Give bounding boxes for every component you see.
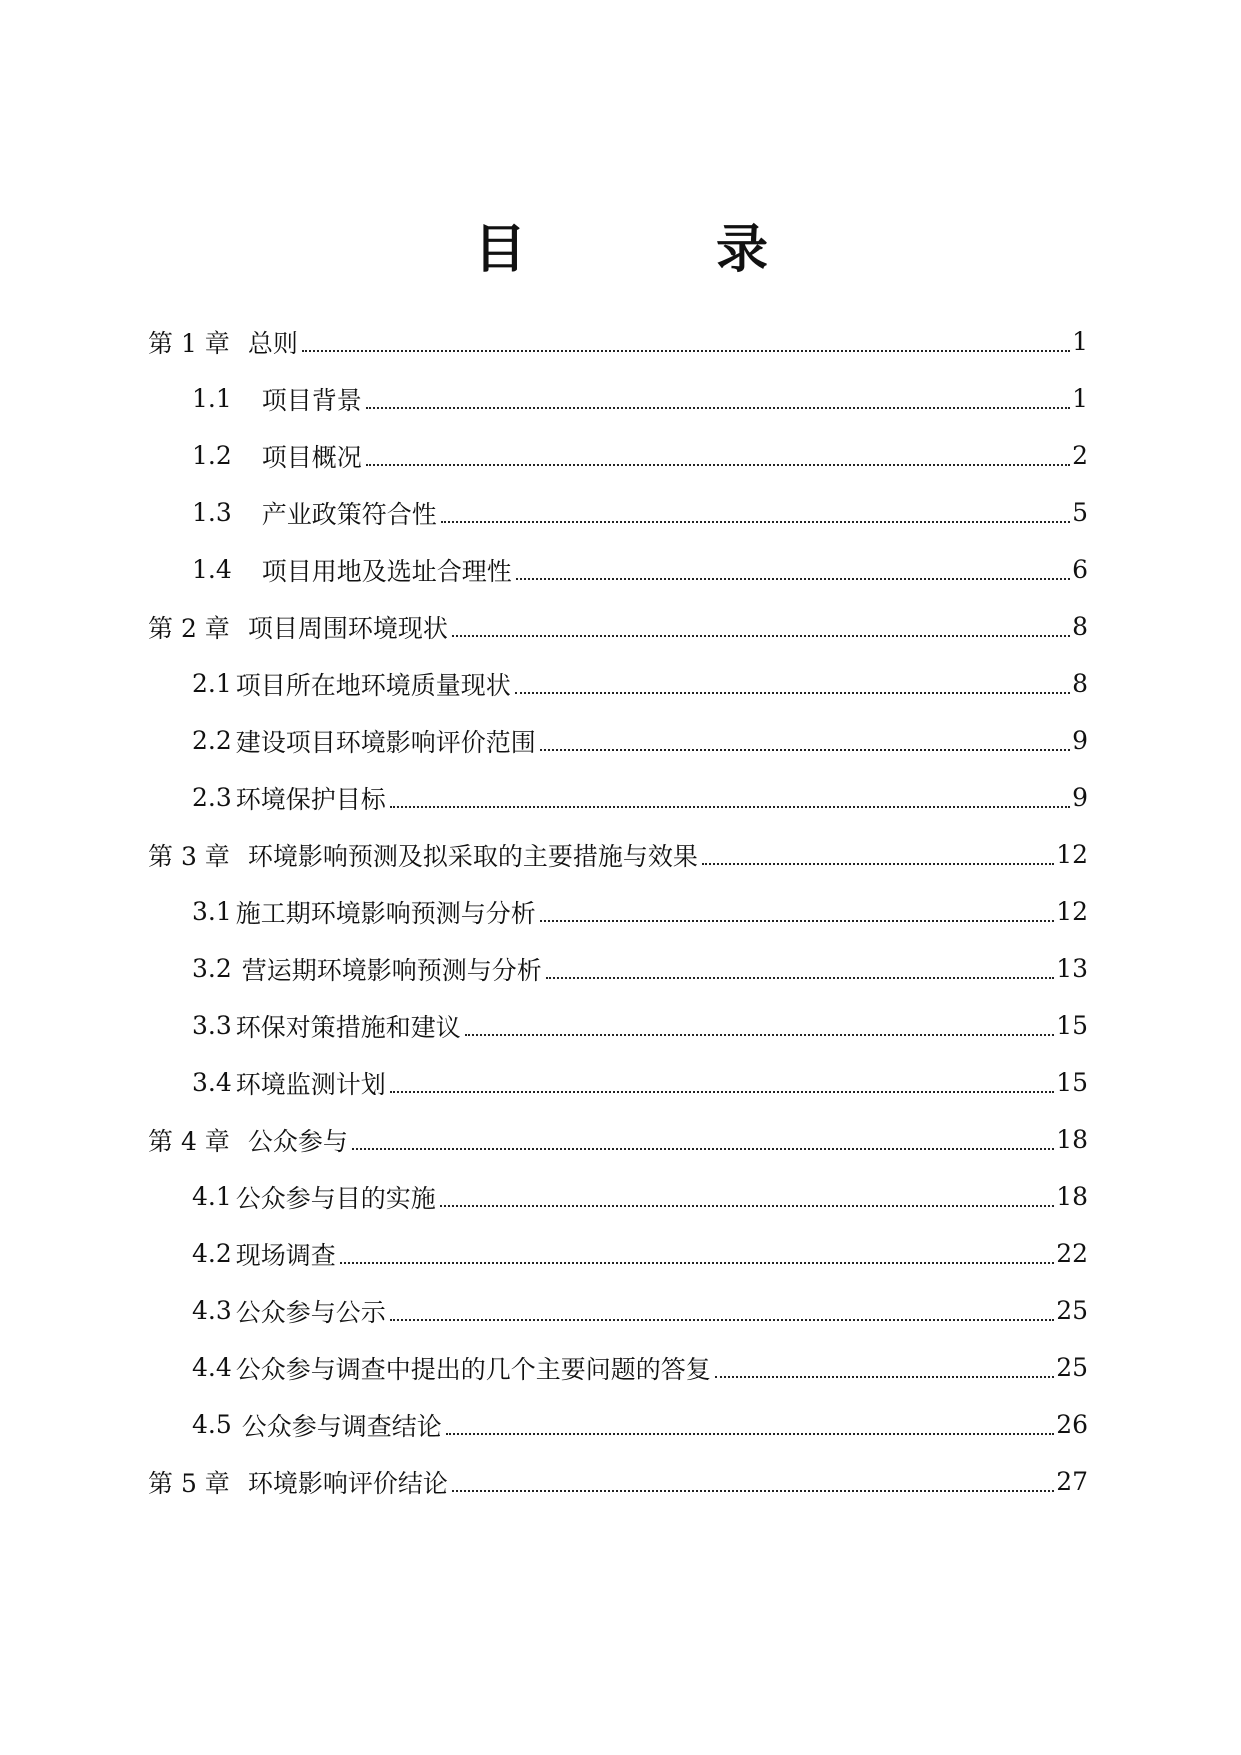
toc-page-number: 8	[1072, 612, 1088, 641]
toc-number: 第 2 章	[148, 613, 230, 643]
dot-leader	[702, 840, 1054, 870]
toc-number: 4.5	[192, 1410, 232, 1439]
toc-number: 1.2	[192, 441, 232, 470]
toc-label: 项目概况	[261, 442, 362, 472]
dot-leader	[452, 612, 1070, 642]
toc-entry-section-4-5[interactable]	[0, 1396, 1241, 1453]
toc-page-number: 1	[1072, 384, 1088, 413]
toc-page-number: 6	[1072, 555, 1088, 584]
toc-label: 建设项目环境影响评价范围	[235, 727, 536, 757]
toc-entry-section-1-3[interactable]	[0, 484, 1241, 541]
toc-label: 项目所在地环境质量现状	[235, 670, 511, 700]
toc-number: 4.1	[192, 1182, 232, 1211]
toc-label: 公众参与	[247, 1126, 348, 1156]
toc-label: 环境影响预测及拟采取的主要措施与效果	[247, 841, 698, 871]
toc-number: 2.2	[192, 726, 232, 755]
toc-number: 第 3 章	[148, 841, 230, 871]
dot-leader	[390, 1068, 1054, 1098]
toc-entry-chapter-5[interactable]	[0, 1453, 1241, 1510]
toc-page-number: 13	[1056, 954, 1088, 983]
toc-entry-section-4-1[interactable]	[0, 1168, 1241, 1225]
toc-label: 公众参与调查中提出的几个主要问题的答复	[235, 1354, 711, 1384]
dot-leader	[352, 1125, 1054, 1155]
toc-number: 1.3	[192, 498, 232, 527]
toc-label: 项目周围环境现状	[247, 613, 448, 643]
table-of-contents	[0, 313, 1241, 1510]
toc-page-number: 22	[1056, 1239, 1088, 1268]
toc-entry-chapter-1[interactable]	[0, 313, 1241, 370]
toc-number: 3.2	[192, 954, 232, 983]
toc-label: 环境保护目标	[235, 784, 386, 814]
toc-label: 公众参与目的实施	[235, 1183, 436, 1213]
dot-leader	[441, 498, 1070, 528]
title-char-1: 目	[474, 220, 527, 280]
dot-leader	[390, 1296, 1054, 1326]
toc-page-number: 25	[1056, 1296, 1088, 1325]
toc-entry-section-3-3[interactable]	[0, 997, 1241, 1054]
toc-label: 环境监测计划	[235, 1069, 386, 1099]
toc-label: 项目用地及选址合理性	[261, 556, 512, 586]
dot-leader	[515, 669, 1070, 699]
toc-page-number: 18	[1056, 1182, 1088, 1211]
toc-page-number: 18	[1056, 1125, 1088, 1154]
toc-number: 3.1	[192, 897, 232, 926]
toc-label: 产业政策符合性	[261, 499, 437, 529]
toc-number: 4.4	[192, 1353, 232, 1382]
dot-leader	[540, 726, 1070, 756]
dot-leader	[390, 783, 1070, 813]
toc-page-number: 15	[1056, 1011, 1088, 1040]
toc-number: 1.4	[192, 555, 232, 584]
dot-leader	[440, 1182, 1054, 1212]
toc-number: 1.1	[192, 384, 232, 413]
toc-number: 4.3	[192, 1296, 232, 1325]
toc-number: 第 1 章	[148, 328, 230, 358]
dot-leader	[465, 1011, 1054, 1041]
toc-page-number: 9	[1072, 726, 1088, 755]
toc-entry-section-3-1[interactable]	[0, 883, 1241, 940]
dot-leader	[540, 897, 1054, 927]
toc-label: 总则	[247, 328, 298, 358]
toc-label: 项目背景	[261, 385, 362, 415]
toc-number: 第 4 章	[148, 1126, 230, 1156]
toc-label: 公众参与公示	[235, 1297, 386, 1327]
dot-leader	[452, 1467, 1054, 1497]
toc-entry-section-4-2[interactable]	[0, 1225, 1241, 1282]
toc-page-number: 26	[1056, 1410, 1088, 1439]
toc-entry-section-1-2[interactable]	[0, 427, 1241, 484]
toc-entry-section-2-2[interactable]	[0, 712, 1241, 769]
toc-page-number: 8	[1072, 669, 1088, 698]
toc-entry-section-4-3[interactable]	[0, 1282, 1241, 1339]
title-char-2: 录	[716, 220, 769, 280]
toc-entry-section-2-1[interactable]	[0, 655, 1241, 712]
toc-number: 3.3	[192, 1011, 232, 1040]
toc-label: 环保对策措施和建议	[235, 1012, 461, 1042]
toc-page-number: 1	[1072, 327, 1088, 356]
toc-page-number: 2	[1072, 441, 1088, 470]
dot-leader	[302, 327, 1070, 357]
toc-label: 营运期环境影响预测与分析	[241, 955, 542, 985]
toc-number: 第 5 章	[148, 1468, 230, 1498]
toc-entry-section-4-4[interactable]	[0, 1339, 1241, 1396]
dot-leader	[366, 441, 1070, 471]
toc-entry-chapter-4[interactable]	[0, 1111, 1241, 1168]
toc-label: 环境影响评价结论	[247, 1468, 448, 1498]
dot-leader	[340, 1239, 1054, 1269]
toc-number: 3.4	[192, 1068, 232, 1097]
toc-entry-section-3-2[interactable]	[0, 940, 1241, 997]
dot-leader	[715, 1353, 1054, 1383]
toc-label: 施工期环境影响预测与分析	[235, 898, 536, 928]
toc-number: 2.1	[192, 669, 232, 698]
toc-entry-section-1-4[interactable]	[0, 541, 1241, 598]
toc-entry-chapter-3[interactable]	[0, 826, 1241, 883]
toc-entry-section-1-1[interactable]	[0, 370, 1241, 427]
toc-page-number: 5	[1072, 498, 1088, 527]
toc-page-number: 27	[1056, 1467, 1088, 1496]
toc-page-number: 12	[1056, 840, 1088, 869]
page-title	[0, 215, 1241, 285]
toc-page-number: 12	[1056, 897, 1088, 926]
toc-label: 现场调查	[235, 1240, 336, 1270]
dot-leader	[446, 1410, 1054, 1440]
dot-leader	[516, 555, 1070, 585]
dot-leader	[366, 384, 1070, 414]
toc-page-number: 25	[1056, 1353, 1088, 1382]
dot-leader	[546, 954, 1054, 984]
toc-number: 2.3	[192, 783, 232, 812]
toc-entry-section-2-3[interactable]	[0, 769, 1241, 826]
toc-page-number: 9	[1072, 783, 1088, 812]
toc-number: 4.2	[192, 1239, 232, 1268]
toc-page-number: 15	[1056, 1068, 1088, 1097]
toc-entry-section-3-4[interactable]	[0, 1054, 1241, 1111]
toc-label: 公众参与调查结论	[241, 1411, 442, 1441]
toc-entry-chapter-2[interactable]	[0, 598, 1241, 655]
